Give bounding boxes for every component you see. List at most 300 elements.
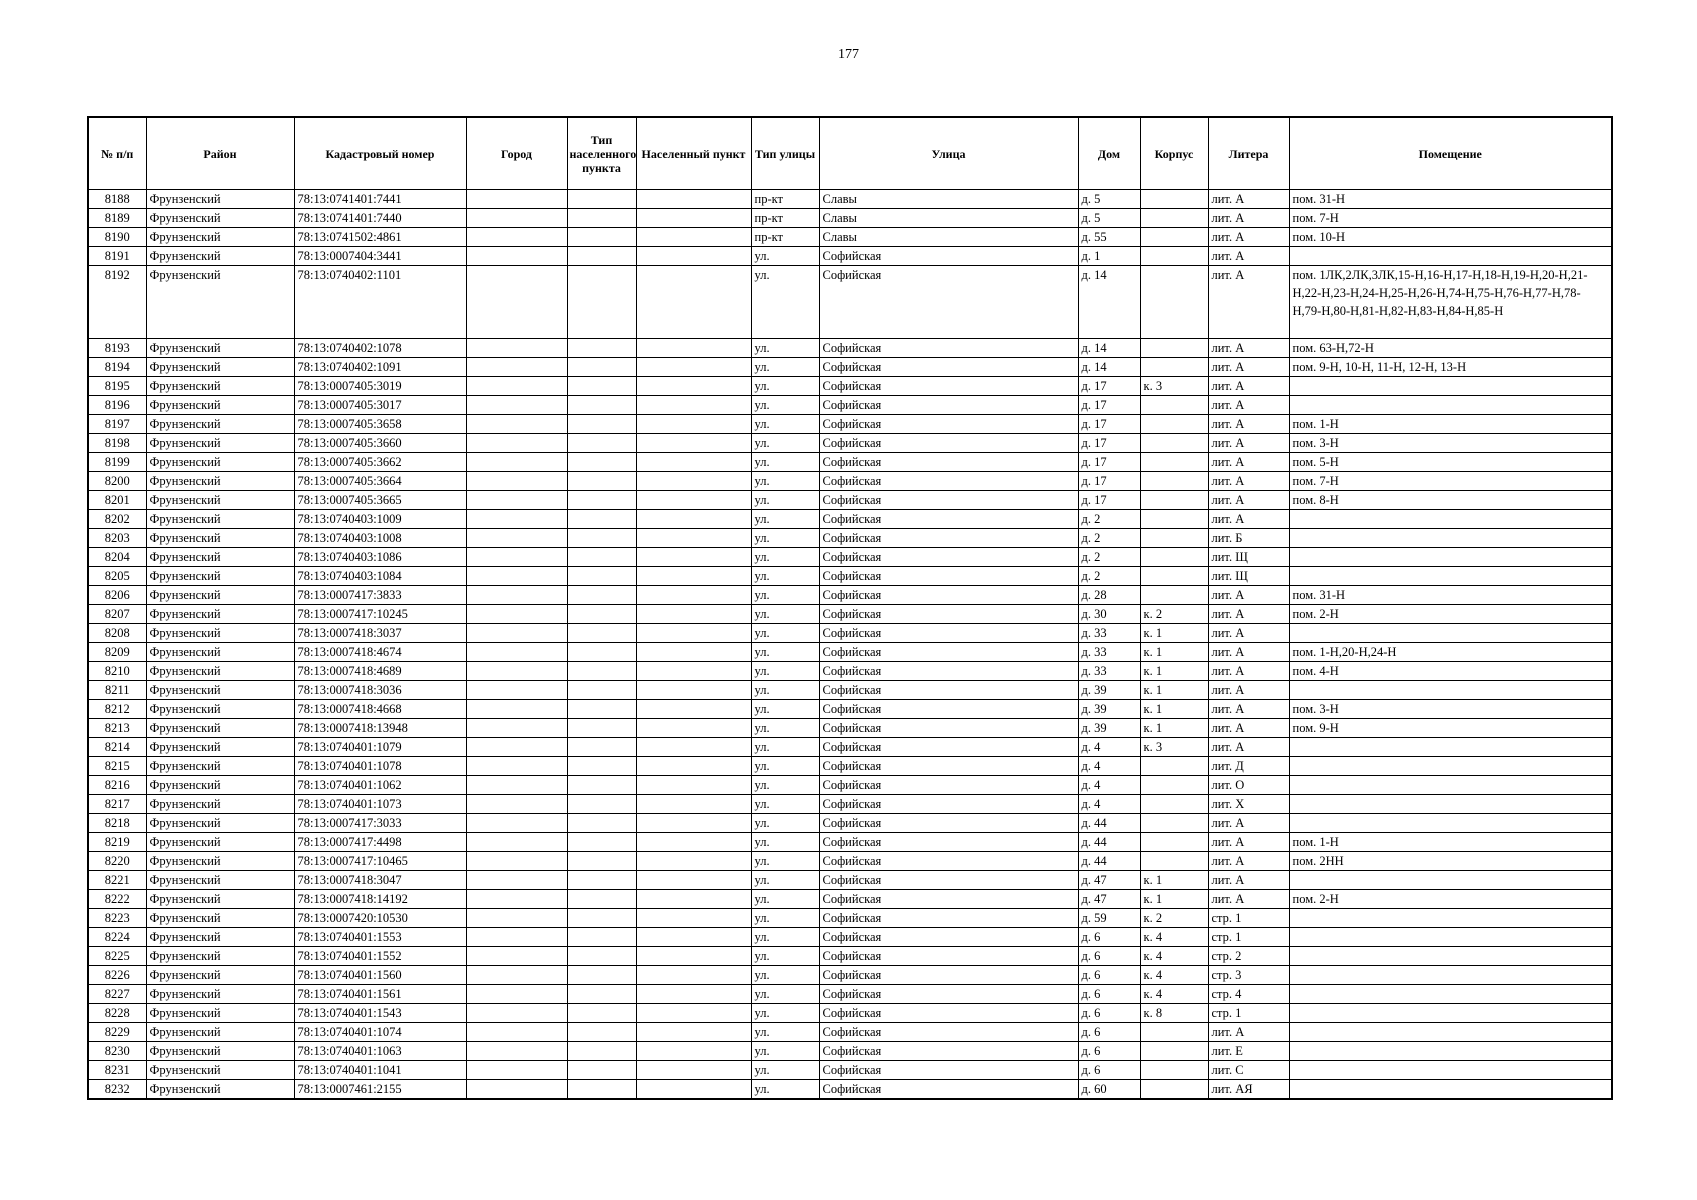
cell-house: д. 1	[1078, 247, 1140, 266]
cell-building	[1140, 228, 1208, 247]
cell-letter: лит. А	[1208, 662, 1289, 681]
table-row	[88, 510, 1612, 529]
cell-index: 8202	[88, 510, 146, 529]
cell-building	[1140, 453, 1208, 472]
cell-settlement	[636, 1023, 751, 1042]
cell-settlement-type	[567, 909, 636, 928]
header-cell-index: № п/п	[88, 117, 146, 190]
cell-district: Фрунзенский	[146, 624, 294, 643]
cell-premises	[1289, 947, 1612, 966]
cell-settlement-type	[567, 928, 636, 947]
cell-cadastral-number: 78:13:0740401:1543	[294, 1004, 466, 1023]
cell-settlement-type	[567, 529, 636, 548]
cell-house: д. 55	[1078, 228, 1140, 247]
cell-premises: пом. 63-Н,72-Н	[1289, 339, 1612, 358]
cell-letter: лит. С	[1208, 1061, 1289, 1080]
cell-premises: пом. 2НН	[1289, 852, 1612, 871]
cell-premises: пом. 9-Н, 10-Н, 11-Н, 12-Н, 13-Н	[1289, 358, 1612, 377]
cell-settlement	[636, 1080, 751, 1100]
cell-city	[466, 662, 567, 681]
cell-cadastral-number: 78:13:0740401:1078	[294, 757, 466, 776]
table-row	[88, 209, 1612, 228]
cell-letter: стр. 3	[1208, 966, 1289, 985]
cell-settlement-type	[567, 586, 636, 605]
cell-letter: лит. А	[1208, 510, 1289, 529]
cell-city	[466, 358, 567, 377]
cell-letter: лит. А	[1208, 209, 1289, 228]
cell-settlement	[636, 643, 751, 662]
cell-letter: лит. А	[1208, 434, 1289, 453]
cell-letter: стр. 1	[1208, 1004, 1289, 1023]
cell-settlement	[636, 681, 751, 700]
cell-index: 8205	[88, 567, 146, 586]
cell-index: 8192	[88, 266, 146, 339]
cell-district: Фрунзенский	[146, 871, 294, 890]
cell-house: д. 6	[1078, 1004, 1140, 1023]
cell-district: Фрунзенский	[146, 605, 294, 624]
cell-house: д. 14	[1078, 266, 1140, 339]
cell-building	[1140, 795, 1208, 814]
header-row	[88, 117, 1612, 190]
cell-index: 8230	[88, 1042, 146, 1061]
cell-settlement	[636, 472, 751, 491]
cell-index: 8204	[88, 548, 146, 567]
cell-building	[1140, 247, 1208, 266]
cell-index: 8198	[88, 434, 146, 453]
cell-district: Фрунзенский	[146, 209, 294, 228]
cell-district: Фрунзенский	[146, 776, 294, 795]
cell-cadastral-number: 78:13:0740401:1074	[294, 1023, 466, 1042]
cell-index: 8194	[88, 358, 146, 377]
cell-letter: лит. А	[1208, 852, 1289, 871]
cell-city	[466, 795, 567, 814]
cell-street: Софийская	[819, 681, 1078, 700]
cell-city	[466, 833, 567, 852]
table-row	[88, 738, 1612, 757]
cell-district: Фрунзенский	[146, 1061, 294, 1080]
cell-street-type: ул.	[751, 377, 819, 396]
cell-index: 8197	[88, 415, 146, 434]
cell-settlement	[636, 339, 751, 358]
cell-settlement-type	[567, 190, 636, 209]
cell-settlement-type	[567, 1042, 636, 1061]
cell-letter: лит. А	[1208, 1023, 1289, 1042]
cell-street: Софийская	[819, 396, 1078, 415]
page-number: 177	[838, 47, 859, 62]
cell-building	[1140, 776, 1208, 795]
cell-building	[1140, 548, 1208, 567]
cell-city	[466, 947, 567, 966]
cell-street: Софийская	[819, 985, 1078, 1004]
cell-street: Софийская	[819, 909, 1078, 928]
cell-building	[1140, 266, 1208, 339]
table-row	[88, 624, 1612, 643]
registry-body	[88, 190, 1612, 1100]
cell-building: к. 2	[1140, 909, 1208, 928]
cell-settlement	[636, 529, 751, 548]
cell-index: 8231	[88, 1061, 146, 1080]
cell-building: к. 2	[1140, 605, 1208, 624]
cell-cadastral-number: 78:13:0741401:7440	[294, 209, 466, 228]
cell-city	[466, 814, 567, 833]
table-row	[88, 1080, 1612, 1100]
cell-house: д. 6	[1078, 1042, 1140, 1061]
cell-house: д. 6	[1078, 947, 1140, 966]
cell-settlement	[636, 890, 751, 909]
cell-letter: лит. А	[1208, 190, 1289, 209]
cell-settlement-type	[567, 453, 636, 472]
table-row	[88, 1023, 1612, 1042]
cell-street-type: ул.	[751, 586, 819, 605]
cell-city	[466, 1023, 567, 1042]
cell-street: Софийская	[819, 472, 1078, 491]
cell-settlement-type	[567, 890, 636, 909]
cell-district: Фрунзенский	[146, 396, 294, 415]
cell-city	[466, 548, 567, 567]
cell-settlement-type	[567, 1080, 636, 1100]
cell-letter: лит. А	[1208, 491, 1289, 510]
cell-building	[1140, 1023, 1208, 1042]
cell-settlement-type	[567, 662, 636, 681]
cell-building: к. 1	[1140, 719, 1208, 738]
cell-house: д. 17	[1078, 396, 1140, 415]
cell-building	[1140, 190, 1208, 209]
cell-index: 8227	[88, 985, 146, 1004]
cell-premises: пом. 1ЛК,2ЛК,3ЛК,15-Н,16-Н,17-Н,18-Н,19-Н,20-Н,21-Н,22-Н,23-Н,24-Н,25-Н,26-Н,74-Н,75-Н,76-Н,77-Н,78-Н,79-Н,80-Н,81-Н,82-Н,83-Н,84-Н,85-Н	[1289, 266, 1612, 339]
cell-settlement-type	[567, 700, 636, 719]
cell-street-type: ул.	[751, 833, 819, 852]
cell-street: Софийская	[819, 738, 1078, 757]
cell-street: Софийская	[819, 567, 1078, 586]
cell-settlement-type	[567, 814, 636, 833]
cell-building: к. 4	[1140, 947, 1208, 966]
cell-premises	[1289, 966, 1612, 985]
cell-index: 8206	[88, 586, 146, 605]
cell-index: 8222	[88, 890, 146, 909]
cell-district: Фрунзенский	[146, 738, 294, 757]
table-row	[88, 472, 1612, 491]
cell-settlement-type	[567, 738, 636, 757]
cell-street: Софийская	[819, 377, 1078, 396]
cell-premises	[1289, 396, 1612, 415]
cell-premises: пом. 7-Н	[1289, 472, 1612, 491]
cell-cadastral-number: 78:13:0007418:4674	[294, 643, 466, 662]
cell-cadastral-number: 78:13:0007404:3441	[294, 247, 466, 266]
cell-district: Фрунзенский	[146, 890, 294, 909]
cell-house: д. 6	[1078, 928, 1140, 947]
cell-settlement-type	[567, 1061, 636, 1080]
cell-index: 8196	[88, 396, 146, 415]
cell-settlement	[636, 415, 751, 434]
cell-house: д. 44	[1078, 833, 1140, 852]
cell-house: д. 60	[1078, 1080, 1140, 1100]
cell-cadastral-number: 78:13:0740401:1041	[294, 1061, 466, 1080]
cell-street: Славы	[819, 228, 1078, 247]
cell-index: 8229	[88, 1023, 146, 1042]
cell-cadastral-number: 78:13:0007405:3658	[294, 415, 466, 434]
cell-premises	[1289, 795, 1612, 814]
table-row	[88, 700, 1612, 719]
cell-cadastral-number: 78:13:0007418:14192	[294, 890, 466, 909]
cell-cadastral-number: 78:13:0007405:3019	[294, 377, 466, 396]
cell-street-type: пр-кт	[751, 228, 819, 247]
cell-index: 8191	[88, 247, 146, 266]
cell-city	[466, 415, 567, 434]
cell-street-type: ул.	[751, 1023, 819, 1042]
cell-letter: лит. А	[1208, 586, 1289, 605]
cell-settlement	[636, 396, 751, 415]
cell-settlement	[636, 190, 751, 209]
cell-cadastral-number: 78:13:0007417:10245	[294, 605, 466, 624]
cell-settlement	[636, 209, 751, 228]
cell-settlement	[636, 453, 751, 472]
header-cell-city: Город	[466, 117, 567, 190]
table-row	[88, 947, 1612, 966]
cell-letter: лит. А	[1208, 339, 1289, 358]
cell-premises	[1289, 776, 1612, 795]
cell-city	[466, 605, 567, 624]
cell-city	[466, 567, 567, 586]
cell-building: к. 4	[1140, 928, 1208, 947]
cell-house: д. 2	[1078, 529, 1140, 548]
cell-house: д. 6	[1078, 1061, 1140, 1080]
cell-city	[466, 434, 567, 453]
cell-settlement-type	[567, 624, 636, 643]
cell-letter: лит. А	[1208, 643, 1289, 662]
cell-letter: лит. А	[1208, 472, 1289, 491]
cell-cadastral-number: 78:13:0007405:3660	[294, 434, 466, 453]
cell-street-type: ул.	[751, 529, 819, 548]
cell-city	[466, 453, 567, 472]
cell-premises: пом. 1-Н	[1289, 415, 1612, 434]
cell-district: Фрунзенский	[146, 377, 294, 396]
cell-city	[466, 247, 567, 266]
cell-letter: лит. А	[1208, 247, 1289, 266]
cell-district: Фрунзенский	[146, 1004, 294, 1023]
cell-building: к. 1	[1140, 890, 1208, 909]
cell-settlement	[636, 871, 751, 890]
cell-street: Софийская	[819, 852, 1078, 871]
cell-street-type: ул.	[751, 453, 819, 472]
cell-premises: пом. 8-Н	[1289, 491, 1612, 510]
cell-premises	[1289, 529, 1612, 548]
table-row	[88, 358, 1612, 377]
cell-house: д. 14	[1078, 358, 1140, 377]
cell-premises	[1289, 757, 1612, 776]
cell-premises: пом. 31-Н	[1289, 586, 1612, 605]
cell-cadastral-number: 78:13:0740401:1561	[294, 985, 466, 1004]
cell-district: Фрунзенский	[146, 1042, 294, 1061]
cell-letter: лит. А	[1208, 700, 1289, 719]
table-row	[88, 228, 1612, 247]
cell-city	[466, 700, 567, 719]
cell-letter: лит. А	[1208, 890, 1289, 909]
cell-street-type: ул.	[751, 1080, 819, 1100]
cell-settlement-type	[567, 472, 636, 491]
cell-district: Фрунзенский	[146, 985, 294, 1004]
cell-settlement-type	[567, 833, 636, 852]
cell-house: д. 39	[1078, 700, 1140, 719]
cell-house: д. 39	[1078, 719, 1140, 738]
cell-street: Софийская	[819, 548, 1078, 567]
cell-street: Софийская	[819, 776, 1078, 795]
cell-premises	[1289, 510, 1612, 529]
cell-index: 8188	[88, 190, 146, 209]
cell-building: к. 1	[1140, 681, 1208, 700]
cell-building: к. 4	[1140, 966, 1208, 985]
cell-street-type: ул.	[751, 472, 819, 491]
cell-street: Славы	[819, 190, 1078, 209]
cell-district: Фрунзенский	[146, 966, 294, 985]
cell-building	[1140, 491, 1208, 510]
cell-street-type: ул.	[751, 434, 819, 453]
cell-district: Фрунзенский	[146, 510, 294, 529]
cell-city	[466, 1080, 567, 1100]
cell-index: 8225	[88, 947, 146, 966]
cell-settlement-type	[567, 209, 636, 228]
cell-settlement	[636, 247, 751, 266]
cell-street-type: ул.	[751, 396, 819, 415]
table-row	[88, 833, 1612, 852]
cell-street-type: ул.	[751, 719, 819, 738]
cell-street: Софийская	[819, 605, 1078, 624]
cell-premises: пом. 2-Н	[1289, 890, 1612, 909]
cell-letter: лит. А	[1208, 358, 1289, 377]
cell-street-type: ул.	[751, 662, 819, 681]
cell-index: 8221	[88, 871, 146, 890]
table-row	[88, 852, 1612, 871]
cell-district: Фрунзенский	[146, 586, 294, 605]
cell-settlement-type	[567, 985, 636, 1004]
cell-district: Фрунзенский	[146, 339, 294, 358]
cell-cadastral-number: 78:13:0007461:2155	[294, 1080, 466, 1100]
cell-premises: пом. 1-Н,20-Н,24-Н	[1289, 643, 1612, 662]
cell-district: Фрунзенский	[146, 228, 294, 247]
table-row	[88, 491, 1612, 510]
cell-district: Фрунзенский	[146, 814, 294, 833]
cell-street: Софийская	[819, 795, 1078, 814]
table-row	[88, 453, 1612, 472]
cell-street-type: ул.	[751, 643, 819, 662]
cell-district: Фрунзенский	[146, 947, 294, 966]
cell-letter: лит. А	[1208, 396, 1289, 415]
cell-district: Фрунзенский	[146, 681, 294, 700]
table-row	[88, 890, 1612, 909]
cell-street-type: ул.	[751, 890, 819, 909]
cell-house: д. 17	[1078, 434, 1140, 453]
cell-building: к. 8	[1140, 1004, 1208, 1023]
cell-street-type: ул.	[751, 510, 819, 529]
table-row	[88, 548, 1612, 567]
cell-letter: лит. Щ	[1208, 567, 1289, 586]
cell-letter: лит. А	[1208, 814, 1289, 833]
cell-district: Фрунзенский	[146, 266, 294, 339]
cell-settlement	[636, 909, 751, 928]
cell-city	[466, 1061, 567, 1080]
cell-house: д. 2	[1078, 510, 1140, 529]
cell-settlement-type	[567, 358, 636, 377]
cell-district: Фрунзенский	[146, 453, 294, 472]
table-row	[88, 681, 1612, 700]
cell-street-type: ул.	[751, 947, 819, 966]
cell-letter: стр. 2	[1208, 947, 1289, 966]
cell-settlement-type	[567, 339, 636, 358]
cell-letter: лит. Х	[1208, 795, 1289, 814]
cell-house: д. 4	[1078, 738, 1140, 757]
cell-letter: лит. О	[1208, 776, 1289, 795]
cell-street: Софийская	[819, 719, 1078, 738]
cell-letter: лит. Д	[1208, 757, 1289, 776]
cell-index: 8201	[88, 491, 146, 510]
cell-premises: пом. 2-Н	[1289, 605, 1612, 624]
cell-street-type: ул.	[751, 266, 819, 339]
cell-settlement	[636, 1004, 751, 1023]
cell-house: д. 4	[1078, 757, 1140, 776]
table-row	[88, 1061, 1612, 1080]
cell-street-type: ул.	[751, 624, 819, 643]
cell-settlement	[636, 434, 751, 453]
cell-street: Софийская	[819, 358, 1078, 377]
cell-letter: лит. А	[1208, 228, 1289, 247]
cell-building	[1140, 1042, 1208, 1061]
table-row	[88, 776, 1612, 795]
cell-building: к. 1	[1140, 700, 1208, 719]
header-cell-street: Улица	[819, 117, 1078, 190]
cell-house: д. 47	[1078, 871, 1140, 890]
cell-settlement	[636, 491, 751, 510]
cell-premises	[1289, 814, 1612, 833]
table-row	[88, 567, 1612, 586]
cell-letter: лит. А	[1208, 377, 1289, 396]
table-row	[88, 377, 1612, 396]
cell-settlement-type	[567, 510, 636, 529]
cell-building	[1140, 1061, 1208, 1080]
cell-premises	[1289, 1023, 1612, 1042]
cell-settlement	[636, 228, 751, 247]
cell-index: 8190	[88, 228, 146, 247]
cell-letter: лит. АЯ	[1208, 1080, 1289, 1100]
cell-index: 8195	[88, 377, 146, 396]
cell-letter: лит. А	[1208, 738, 1289, 757]
cell-cadastral-number: 78:13:0740402:1091	[294, 358, 466, 377]
cell-building	[1140, 209, 1208, 228]
cell-settlement	[636, 928, 751, 947]
cell-premises	[1289, 871, 1612, 890]
cell-settlement-type	[567, 776, 636, 795]
cell-settlement	[636, 757, 751, 776]
cell-street: Софийская	[819, 510, 1078, 529]
cell-house: д. 4	[1078, 776, 1140, 795]
cell-street-type: ул.	[751, 548, 819, 567]
cell-settlement	[636, 510, 751, 529]
cell-city	[466, 190, 567, 209]
cell-street: Софийская	[819, 643, 1078, 662]
cell-index: 8217	[88, 795, 146, 814]
cell-city	[466, 1042, 567, 1061]
cell-letter: лит. А	[1208, 624, 1289, 643]
cell-premises	[1289, 909, 1612, 928]
cell-street: Софийская	[819, 662, 1078, 681]
cell-premises: пом. 31-Н	[1289, 190, 1612, 209]
cell-district: Фрунзенский	[146, 247, 294, 266]
cell-city	[466, 719, 567, 738]
cell-settlement-type	[567, 1023, 636, 1042]
cell-settlement	[636, 738, 751, 757]
cell-settlement	[636, 358, 751, 377]
cell-street-type: ул.	[751, 681, 819, 700]
cell-cadastral-number: 78:13:0740402:1101	[294, 266, 466, 339]
cell-settlement-type	[567, 491, 636, 510]
